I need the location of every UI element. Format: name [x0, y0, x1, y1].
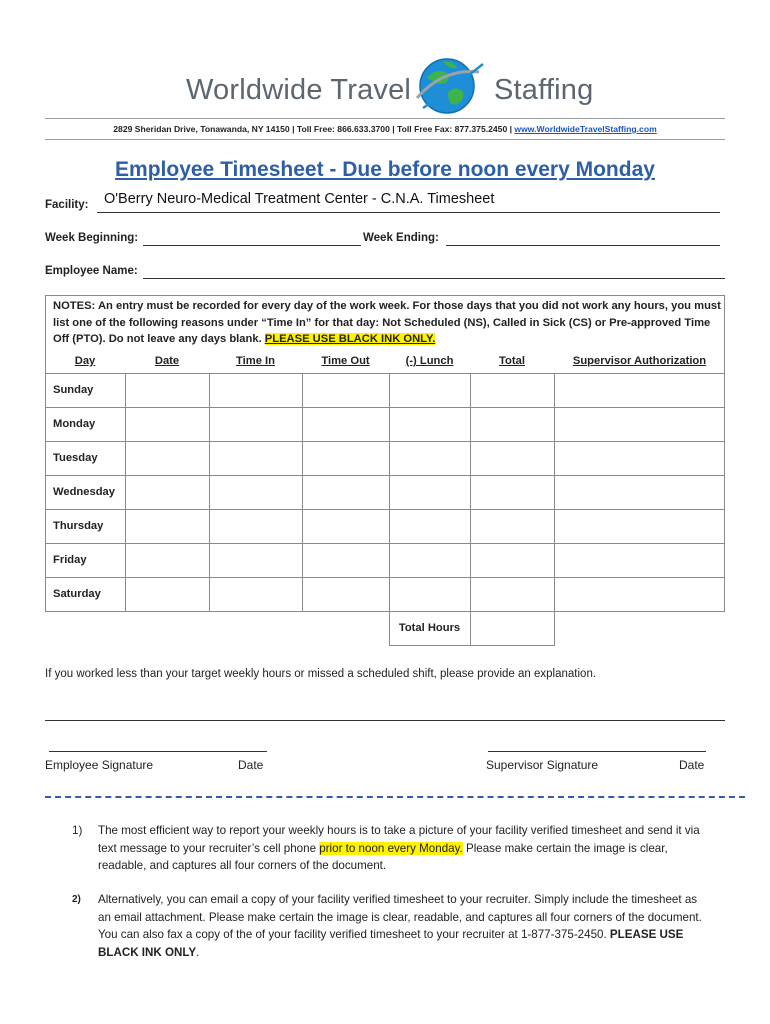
website-link[interactable]: www.WorldwideTravelStaffing.com — [514, 124, 657, 134]
notes-text — [53, 298, 721, 348]
company-address — [45, 124, 725, 134]
total-hours-label: Total Hours — [398, 622, 461, 634]
employee-name-field[interactable] — [143, 278, 725, 279]
col-header-date: Date — [154, 355, 180, 367]
day-thursday: Thursday — [53, 520, 104, 532]
col-header-day: Day — [74, 355, 96, 367]
explanation-prompt: If you worked less than your target weekly hours or missed a scheduled shift, please provide an explanation. — [45, 668, 597, 680]
employee-name-label: Employee Name: — [45, 265, 138, 277]
explanation-field[interactable] — [45, 720, 725, 721]
dashed-divider — [45, 796, 745, 798]
grid-hline — [45, 509, 725, 510]
instruction-item-2 — [72, 891, 712, 963]
address-text: 2829 Sheridan Drive, Tonawanda, NY 14150 | Toll Free: 866.633.3700 | Toll Free Fax: 877.375.2450 | — [113, 124, 515, 134]
grid-hline — [45, 373, 725, 374]
employee-date-label: Date — [238, 758, 264, 772]
day-wednesday: Wednesday — [53, 486, 115, 498]
total-hours-cell[interactable] — [471, 612, 554, 646]
col-header-time-out: Time Out — [321, 355, 370, 367]
page-title: Employee Timesheet - Due before noon every Monday — [115, 158, 655, 181]
day-friday: Friday — [53, 554, 87, 566]
logo-text-left: Worldwide Travel — [186, 74, 412, 106]
notes-body: NOTES: An entry must be recorded for every day of the work week. For those days that you did not work any hours, you must list one of the following reasons under “Time In” for that day: Not Scheduled (NS), Called in Sick (CS) or Pre-approved Time Off (PTO). Do not leave any days blank. — [53, 300, 721, 345]
facility-value: O'Berry Neuro-Medical Treatment Center - C.N.A. Timesheet — [104, 191, 495, 207]
logo-text-right: Staffing — [494, 74, 594, 106]
col-header-time-in: Time In — [236, 355, 275, 367]
employee-signature-label: Employee Signature — [45, 758, 154, 772]
week-ending-label: Week Ending: — [363, 232, 439, 244]
col-header-total: Total — [499, 355, 525, 367]
supervisor-signature-field[interactable] — [488, 751, 706, 752]
day-sunday: Sunday — [53, 384, 94, 396]
supervisor-signature-label: Supervisor Signature — [486, 758, 599, 772]
grid-hline — [45, 407, 725, 408]
instruction-highlight: prior to noon every Monday. — [319, 841, 463, 855]
facility-label: Facility: — [45, 199, 89, 211]
week-beginning-label: Week Beginning: — [45, 232, 139, 244]
globe-icon — [413, 50, 485, 120]
logo — [0, 48, 770, 118]
facility-field[interactable] — [97, 212, 720, 213]
instruction-text-2: Alternatively, you can email a copy of your facility verified timesheet to your recruiter. Simply include the timesheet as an email attachment. Please make certain the image is clear, readable, and captures all four corners of the document. You can also fax a copy of the of your facility verified timesheet to your recruiter at 1-877-375-2450. PLEASE USE BLACK INK ONLY. — [98, 893, 702, 959]
day-monday: Monday — [53, 418, 96, 430]
notes-highlight: PLEASE USE BLACK INK ONLY. — [264, 333, 436, 345]
grid-hline — [45, 475, 725, 476]
week-ending-field[interactable] — [446, 245, 720, 246]
instruction-number-1: 1) — [72, 824, 83, 837]
instruction-number-2: 2) — [72, 894, 81, 905]
day-tuesday: Tuesday — [53, 452, 98, 464]
header-divider-top — [45, 118, 725, 119]
header-divider-bottom — [45, 139, 725, 140]
grid-hline — [45, 543, 725, 544]
day-saturday: Saturday — [53, 588, 101, 600]
instruction-text-1: The most efficient way to report your weekly hours is to take a picture of your facility verified timesheet and send it via text message to your recruiter’s cell phone prior to noon every Monday. Please make certain the image is clear, readable, and captures all four corners of the document. — [98, 824, 700, 872]
supervisor-date-label: Date — [679, 758, 705, 772]
instruction-item-1 — [72, 822, 712, 876]
black-ink-note: PLEASE USE BLACK INK ONLY — [98, 928, 684, 959]
grid-hline — [45, 441, 725, 442]
grid-hline — [45, 577, 725, 578]
col-header-supervisor: Supervisor Authorization — [572, 355, 707, 367]
col-header-lunch: (-) Lunch — [405, 355, 454, 367]
week-beginning-field[interactable] — [143, 245, 361, 246]
employee-signature-field[interactable] — [49, 751, 267, 752]
